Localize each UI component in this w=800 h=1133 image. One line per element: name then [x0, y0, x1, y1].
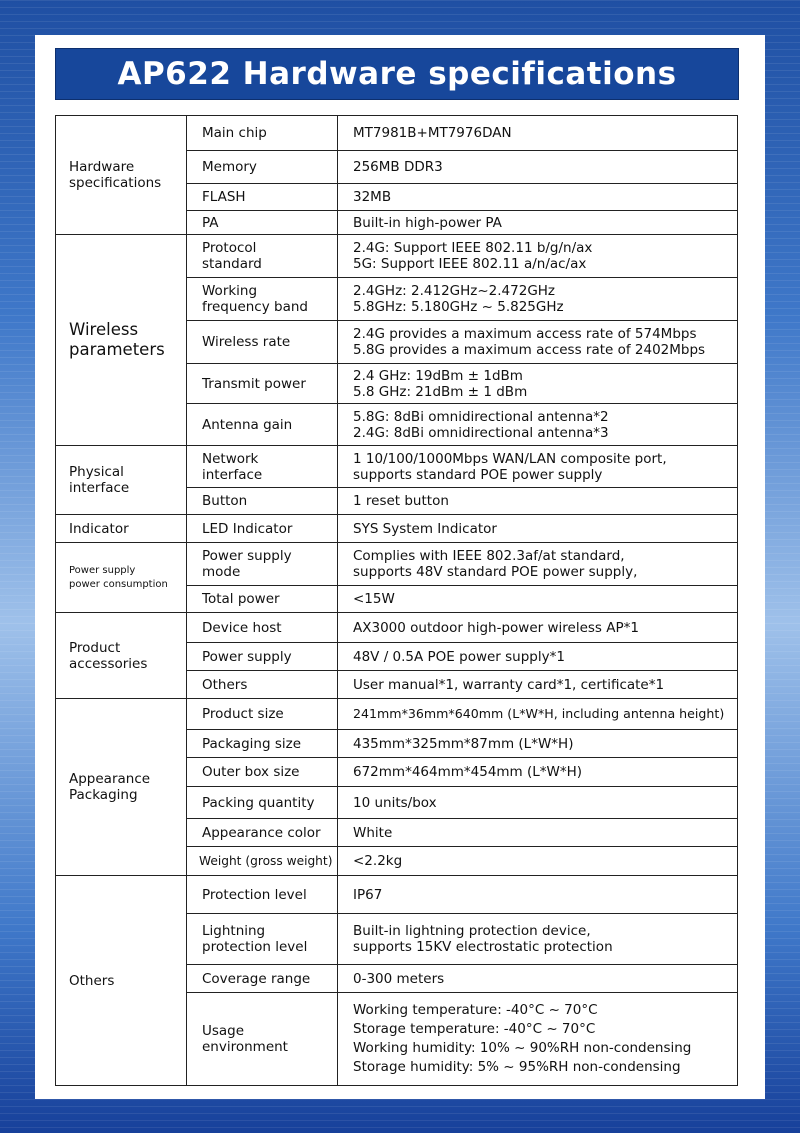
spec-value: 2.4 GHz: 19dBm ± 1dBm 5.8 GHz: 21dBm ± 1 dBm — [338, 364, 738, 404]
spec-value: 48V / 0.5A POE power supply*1 — [338, 643, 738, 671]
spec-label: Product size — [187, 699, 338, 730]
spec-value: Working temperature: -40°C ~ 70°C Storage temperature: -40°C ~ 70°C Working humidity: 10% ~ 90%RH non-condensing Storage humidity: 5% ~ 95%RH non-condensing — [338, 993, 738, 1086]
spec-value: User manual*1, warranty card*1, certificate*1 — [338, 671, 738, 699]
spec-value: 672mm*464mm*454mm (L*W*H) — [338, 758, 738, 787]
spec-value: MT7981B+MT7976DAN — [338, 116, 738, 151]
spec-value: <2.2kg — [338, 847, 738, 876]
table-row — [56, 515, 738, 543]
spec-label: Device host — [187, 613, 338, 643]
spec-label: Main chip — [187, 116, 338, 151]
category-cell: Product accessories — [56, 613, 187, 699]
table-row — [56, 235, 738, 278]
spec-label: Total power — [187, 586, 338, 613]
spec-value: Complies with IEEE 802.3af/at standard, supports 48V standard POE power supply, — [338, 543, 738, 586]
spec-label: LED Indicator — [187, 515, 338, 543]
spec-label: Wireless rate — [187, 321, 338, 364]
spec-value: 2.4G provides a maximum access rate of 574Mbps 5.8G provides a maximum access rate of 2402Mbps — [338, 321, 738, 364]
spec-value: Built-in lightning protection device, supports 15KV electrostatic protection — [338, 914, 738, 965]
spec-value: 5.8G: 8dBi omnidirectional antenna*2 2.4G: 8dBi omnidirectional antenna*3 — [338, 404, 738, 446]
table-row — [56, 446, 738, 488]
spec-value: SYS System Indicator — [338, 515, 738, 543]
spec-value: 241mm*36mm*640mm (L*W*H, including antenna height) — [338, 699, 738, 730]
spec-label: Memory — [187, 151, 338, 184]
spec-label: Outer box size — [187, 758, 338, 787]
spec-sheet-card — [35, 35, 765, 1099]
category-cell: Others — [56, 876, 187, 1086]
spec-label: Button — [187, 488, 338, 515]
spec-value: <15W — [338, 586, 738, 613]
spec-value: White — [338, 819, 738, 847]
spec-value: AX3000 outdoor high-power wireless AP*1 — [338, 613, 738, 643]
spec-label: FLASH — [187, 184, 338, 211]
table-row — [56, 613, 738, 643]
spec-value: 2.4GHz: 2.412GHz~2.472GHz 5.8GHz: 5.180GHz ~ 5.825GHz — [338, 278, 738, 321]
spec-value: Built-in high-power PA — [338, 211, 738, 235]
table-row — [56, 876, 738, 914]
spec-value: 1 10/100/1000Mbps WAN/LAN composite port, supports standard POE power supply — [338, 446, 738, 488]
spec-value: IP67 — [338, 876, 738, 914]
spec-label: Coverage range — [187, 965, 338, 993]
page-title: AP622 Hardware specifications — [55, 48, 739, 100]
spec-label: Working frequency band — [187, 278, 338, 321]
spec-label: Transmit power — [187, 364, 338, 404]
category-cell: Power supply power consumption — [56, 543, 187, 613]
spec-label: Power supply — [187, 643, 338, 671]
table-row — [56, 116, 738, 151]
spec-value: 256MB DDR3 — [338, 151, 738, 184]
spec-label: Usage environment — [187, 993, 338, 1086]
spec-label: Network interface — [187, 446, 338, 488]
spec-table — [55, 115, 738, 1086]
category-cell: Appearance Packaging — [56, 699, 187, 876]
category-cell: Physical interface — [56, 446, 187, 515]
spec-label: Appearance color — [187, 819, 338, 847]
spec-label: Power supply mode — [187, 543, 338, 586]
spec-value: 32MB — [338, 184, 738, 211]
spec-value: 2.4G: Support IEEE 802.11 b/g/n/ax 5G: Support IEEE 802.11 a/n/ac/ax — [338, 235, 738, 278]
category-cell: Hardware specifications — [56, 116, 187, 235]
spec-label: PA — [187, 211, 338, 235]
spec-label: Weight (gross weight) — [187, 847, 338, 876]
spec-value: 0-300 meters — [338, 965, 738, 993]
spec-label: Lightning protection level — [187, 914, 338, 965]
spec-label: Protocol standard — [187, 235, 338, 278]
table-row — [56, 699, 738, 730]
table-row — [56, 543, 738, 586]
spec-label: Others — [187, 671, 338, 699]
spec-value: 435mm*325mm*87mm (L*W*H) — [338, 730, 738, 758]
spec-value: 10 units/box — [338, 787, 738, 819]
category-cell: Wireless parameters — [56, 235, 187, 446]
spec-label: Packaging size — [187, 730, 338, 758]
spec-label: Antenna gain — [187, 404, 338, 446]
spec-label: Protection level — [187, 876, 338, 914]
spec-value: 1 reset button — [338, 488, 738, 515]
spec-label: Packing quantity — [187, 787, 338, 819]
category-cell: Indicator — [56, 515, 187, 543]
